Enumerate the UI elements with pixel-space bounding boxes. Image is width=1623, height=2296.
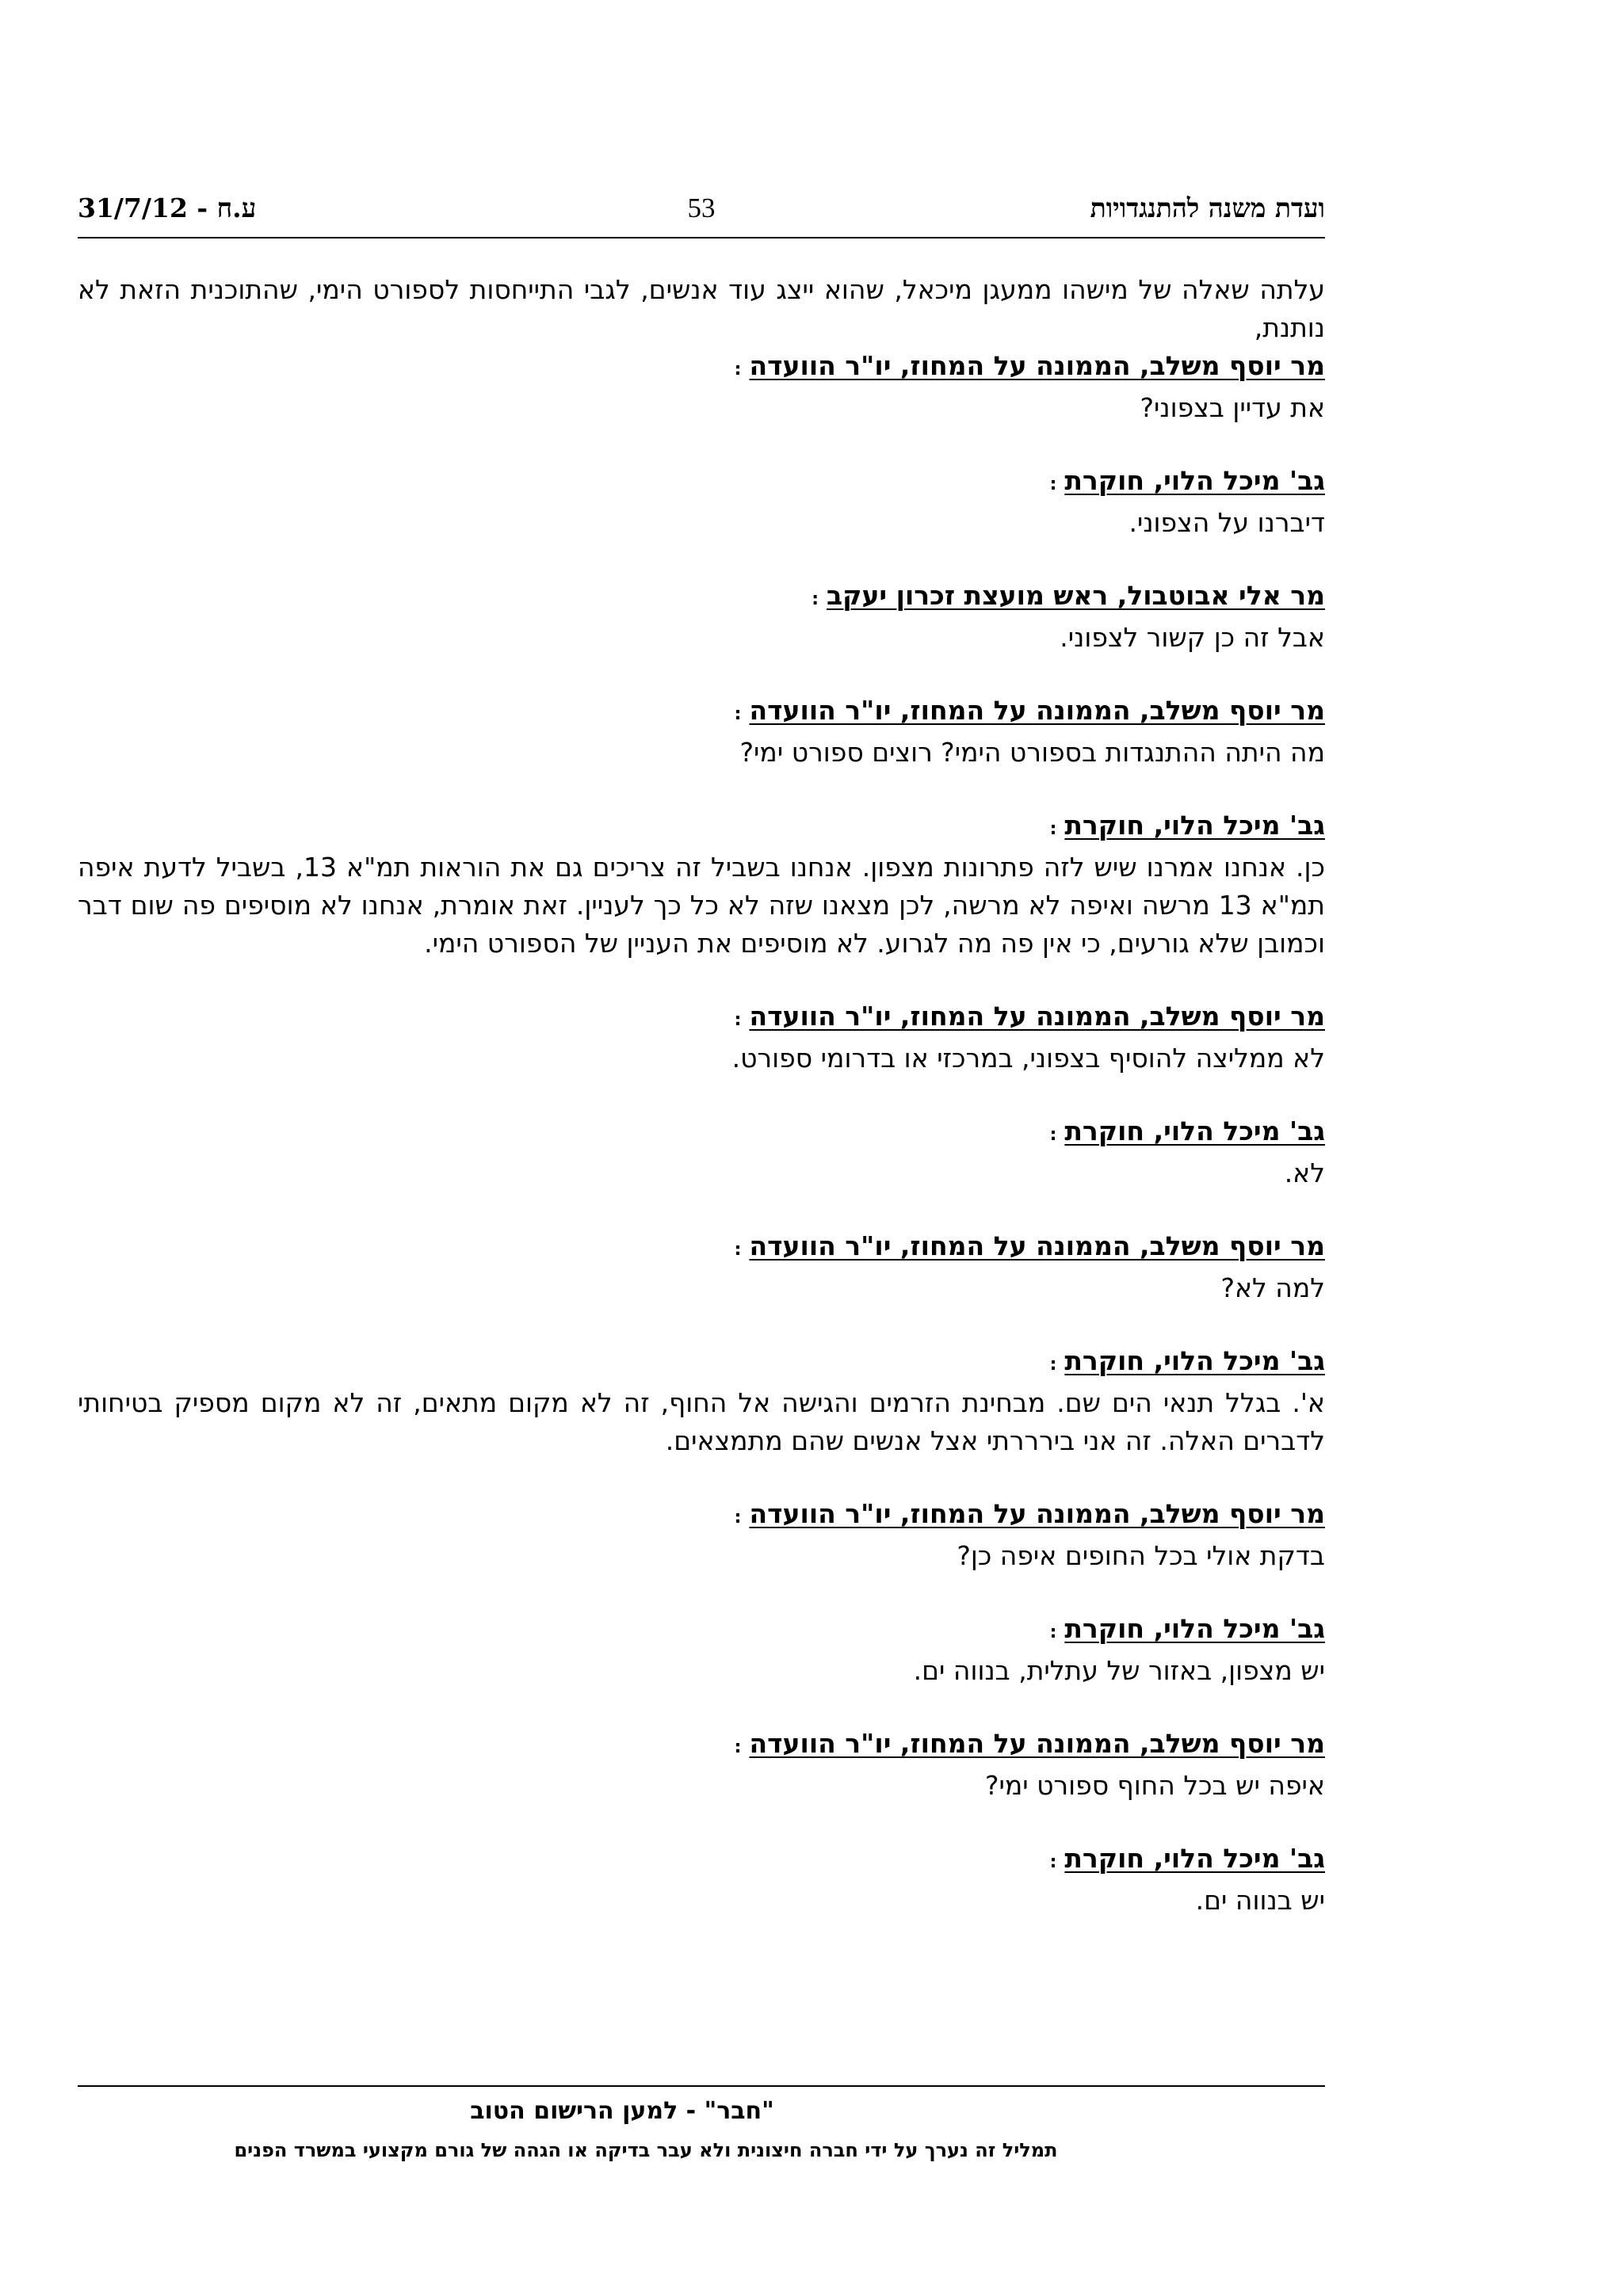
speech-text: בדקת אולי בכל החופים איפה כן? <box>957 1540 1325 1571</box>
speech-text: דיברנו על הצפוני. <box>1128 507 1325 538</box>
speech-text: למה לא? <box>1220 1272 1325 1303</box>
speaker-name: גב' מיכל הלוי, חוקרת <box>1064 465 1325 496</box>
speaker-block <box>78 347 1325 427</box>
speaker-name: מר יוסף משלב, הממונה על המחוז, יו"ר הוועדה <box>749 1498 1325 1529</box>
speaker-colon: : <box>1049 1125 1057 1145</box>
speaker-block <box>78 807 1325 963</box>
speaker-name: גב' מיכל הלוי, חוקרת <box>1064 1613 1325 1644</box>
speaker-line <box>78 1112 1325 1154</box>
speech-text: יש מצפון, באזור של עתלית, בנווה ים. <box>913 1655 1325 1686</box>
intro-paragraph: עלתה שאלה של מישהו ממעגן מיכאל, שהוא ייצג עוד אנשים, לגבי התייחסות לספורט הימי, שהתוכנית הזאת לא נותנת, <box>78 274 1325 343</box>
speaker-block <box>78 692 1325 772</box>
speaker-name: מר יוסף משלב, הממונה על המחוז, יו"ר הוועדה <box>749 1230 1325 1261</box>
speaker-name: מר יוסף משלב, הממונה על המחוז, יו"ר הוועדה <box>749 695 1325 726</box>
speaker-block <box>78 1495 1325 1575</box>
speaker-block <box>78 1725 1325 1805</box>
speaker-block <box>78 1610 1325 1690</box>
speaker-line <box>78 462 1325 504</box>
speaker-line <box>78 692 1325 734</box>
exchange-list <box>78 347 1325 1920</box>
speaker-line <box>78 347 1325 389</box>
speaker-name: מר יוסף משלב, הממונה על המחוז, יו"ר הוועדה <box>749 1001 1325 1032</box>
speaker-line <box>78 1610 1325 1652</box>
speaker-colon: : <box>734 1010 742 1030</box>
speech-text: מה היתה ההתנגדות בספורט הימי? רוצים ספורט ימי? <box>739 737 1325 768</box>
speech-text: לא. <box>1284 1158 1325 1188</box>
speaker-colon: : <box>1049 475 1057 494</box>
speaker-name: מר אלי אבוטבול, ראש מועצת זכרון יעקב <box>827 580 1325 611</box>
footer-disclaimer: תמליל זה נערך על ידי חברה חיצונית ולא עבר בדיקה או הגהה של גורם מקצועי במשרד הפנים <box>234 2139 1058 2161</box>
speaker-colon: : <box>1049 1355 1057 1375</box>
footer-divider <box>78 2085 1325 2087</box>
speech-text: את עדיין בצפוני? <box>1140 392 1325 423</box>
speaker-colon: : <box>734 1240 742 1260</box>
speaker-name: גב' מיכל הלוי, חוקרת <box>1064 1345 1325 1376</box>
speaker-block <box>78 577 1325 657</box>
speaker-line <box>78 1495 1325 1537</box>
speaker-colon: : <box>734 1508 742 1527</box>
speaker-colon: : <box>812 589 819 609</box>
speaker-name: גב' מיכל הלוי, חוקרת <box>1064 1116 1325 1146</box>
speaker-colon: : <box>1049 1852 1057 1872</box>
speaker-block <box>78 997 1325 1077</box>
page-header <box>78 193 1325 238</box>
speech-text: כן. אנחנו אמרנו שיש לזה פתרונות מצפון. אנחנו בשביל זה צריכים גם את הוראות תמ"א 13, בשביל לדעת איפה תמ"א 13 מרשה ואיפה לא מרשה, לכן מצאנו שזה לא כל כך לעניין. זאת אומרת, אנחנו לא מוסיפים פה שום דבר וכמובן שלא גורעים, כי אין פה מה לגרוע. לא מוסיפים את העניין של הספורט הימי. <box>78 852 1325 959</box>
speaker-line <box>78 577 1325 619</box>
speaker-block <box>78 1227 1325 1307</box>
speaker-block <box>78 462 1325 542</box>
speech-text: יש בנווה ים. <box>1195 1885 1325 1916</box>
speaker-colon: : <box>1049 819 1057 839</box>
speaker-colon: : <box>1049 1623 1057 1642</box>
speech-text: לא ממליצה להוסיף בצפוני, במרכזי או בדרומי ספורט. <box>731 1043 1325 1074</box>
speaker-name: גב' מיכל הלוי, חוקרת <box>1064 1843 1325 1874</box>
speaker-line <box>78 1227 1325 1269</box>
speaker-name: מר יוסף משלב, הממונה על המחוז, יו"ר הוועדה <box>749 350 1325 381</box>
speaker-name: מר יוסף משלב, הממונה על המחוז, יו"ר הוועדה <box>749 1728 1325 1759</box>
speaker-name: גב' מיכל הלוי, חוקרת <box>1064 810 1325 841</box>
header-date: 31/7/12 - ח.ע <box>78 193 257 223</box>
speaker-colon: : <box>734 360 742 379</box>
speaker-block <box>78 1840 1325 1920</box>
speaker-line <box>78 1840 1325 1882</box>
footer-title: "חבר" - למען הרישום הטוב <box>470 2097 774 2125</box>
speech-text: איפה יש בכל החוף ספורט ימי? <box>984 1770 1325 1801</box>
speech-text: א'. בגלל תנאי הים שם. מבחינת הזרמים והגישה אל החוף, זה לא מקום מתאים, זה לא מקום מספיק בטיחותי לדברים האלה. זה אני בירררתי אצל אנשים שהם מתמצאים. <box>78 1387 1325 1456</box>
speaker-block <box>78 1112 1325 1192</box>
speaker-line <box>78 1725 1325 1767</box>
committee-title: ועדת משנה להתנגדויות <box>1090 193 1325 223</box>
speaker-line <box>78 997 1325 1039</box>
speaker-colon: : <box>734 704 742 724</box>
transcript-body <box>78 271 1325 1920</box>
page-number: 53 <box>687 193 716 223</box>
speech-text: אבל זה כן קשור לצפוני. <box>1060 622 1325 653</box>
speaker-line <box>78 1342 1325 1384</box>
speaker-colon: : <box>734 1737 742 1757</box>
speaker-block <box>78 1342 1325 1460</box>
speaker-line <box>78 807 1325 849</box>
